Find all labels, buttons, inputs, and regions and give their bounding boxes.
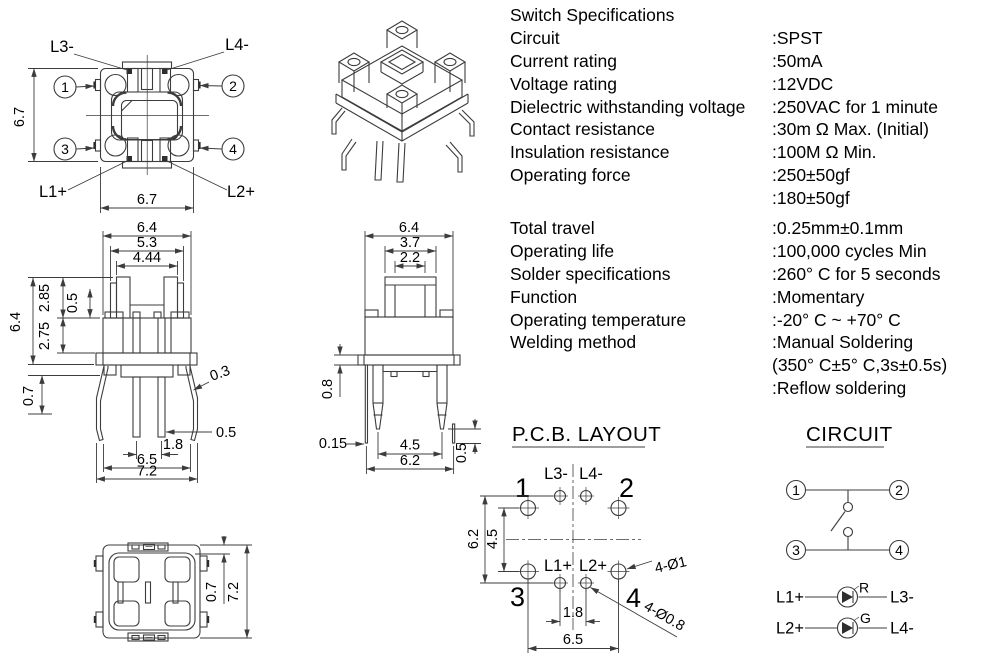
pcb-dimensions xyxy=(466,496,688,653)
front-dim-w-mid: 5.3 xyxy=(136,235,158,251)
front-dim-w-span: 7.2 xyxy=(136,463,158,480)
bottom-dim-h-total: 7.2 xyxy=(226,581,242,603)
circuit-pin-3: 3 xyxy=(792,542,800,558)
pcb-pin-3: 3 xyxy=(510,582,526,612)
isometric-view-drawing xyxy=(325,0,510,205)
pcb-led-l1: L1+ xyxy=(544,557,572,575)
led-label-l2: L2+ xyxy=(227,183,255,201)
top-view-pin-callouts xyxy=(54,75,244,160)
pcb-dim-led-span: 6.2 xyxy=(466,528,482,550)
front-dim-lead-width: 0.5 xyxy=(216,425,237,441)
pcb-pin-2: 2 xyxy=(619,473,635,503)
circuit-led2-color: G xyxy=(860,610,871,626)
circuit-pin-4: 4 xyxy=(895,542,903,558)
switch-top-outline xyxy=(86,55,209,175)
pcb-labels xyxy=(510,465,641,613)
pcb-note-led-holes: 4-Ø0.8 xyxy=(641,598,688,635)
led-label-l4: L4- xyxy=(225,36,249,54)
top-view-pin-1: 1 xyxy=(61,79,69,95)
circuit-led2-left: L2+ xyxy=(776,619,804,638)
side-dim-w-top: 6.4 xyxy=(398,220,420,236)
circuit-led-row-green xyxy=(776,610,914,638)
circuit-led1-left: L1+ xyxy=(776,588,804,607)
circuit-pin-1: 1 xyxy=(792,482,800,498)
pcb-dim-pin-cols: 6.5 xyxy=(562,632,584,648)
circuit-led1-right: L3- xyxy=(890,588,914,607)
front-dim-w-feet: 6.5 xyxy=(136,452,158,468)
front-dim-h-standoff: 0.7 xyxy=(21,385,37,407)
bottom-view-drawing xyxy=(60,520,280,664)
side-view-outline xyxy=(358,277,460,443)
pcb-layout-title: P.C.B. LAYOUT xyxy=(512,423,662,446)
front-dim-lead-thickness: 0.3 xyxy=(207,362,233,385)
top-view-dim-height: 6.7 xyxy=(12,106,28,128)
top-view-pin-4: 4 xyxy=(229,141,237,157)
front-view-dimensions xyxy=(8,220,236,483)
pcb-note-pin-holes: 4-Ø1 xyxy=(653,554,689,577)
bottom-dim-rim: 0.7 xyxy=(204,581,220,603)
side-dim-lead-t: 0.15 xyxy=(318,436,348,452)
circuit-led1-color: R xyxy=(859,579,870,596)
top-view-dim-width: 6.7 xyxy=(136,192,158,208)
bottom-view-dimensions xyxy=(195,536,252,638)
circuit-led2-right: L4- xyxy=(890,619,914,638)
front-dim-h-step: 0.5 xyxy=(65,292,81,314)
pcb-pin-1: 1 xyxy=(515,473,531,503)
front-dim-w-inner: 4.44 xyxy=(132,250,162,266)
circuit-title: CIRCUIT xyxy=(806,423,893,446)
pcb-dim-pin-rows: 4.5 xyxy=(485,528,501,550)
side-dim-pin-span: 4.5 xyxy=(399,437,421,454)
front-dim-lead-pitch: 1.8 xyxy=(162,437,184,453)
top-view-pin-2: 2 xyxy=(229,78,237,94)
circuit-led-row-red xyxy=(776,580,914,608)
side-dim-tip-offset: 0.5 xyxy=(454,442,470,464)
front-dim-h-body: 2.75 xyxy=(37,321,53,351)
specifications-block: Switch Specifications Circuit :SPST Current rating :50mA Voltage rating :12VDC Dielectric withstanding voltage :250VAC for 1 minute Contact resistance :30m Ω Max. (Initial) Insulation resistance :100M Ω Min. Operating force :250±50gf :180±50gf Total travel :0.25mm±0.1mm Operating life :100,000 cycles Min Solder specifications :260° C for 5 seconds Function :Momentary Operating temperature :-20° C ~ +70° C Welding method :Manual Soldering (350° C±5° C,3s±0.5s) :Reflow soldering xyxy=(510,4,998,400)
specs-title: Switch Specifications xyxy=(510,5,675,25)
front-dim-h-total: 6.4 xyxy=(8,311,24,333)
pcb-layout-drawing xyxy=(466,415,745,664)
front-view-drawing xyxy=(0,220,285,488)
circuit-switch xyxy=(787,481,909,560)
bottom-view-outline xyxy=(94,543,209,641)
pcb-led-l3: L3- xyxy=(544,465,568,483)
pcb-pin-4: 4 xyxy=(626,583,642,613)
front-dim-w-top: 6.4 xyxy=(136,220,158,236)
circuit-pin-2: 2 xyxy=(895,482,903,498)
top-view-drawing xyxy=(0,0,300,225)
led-label-l1: L1+ xyxy=(39,183,67,201)
pcb-led-l2: L2+ xyxy=(579,557,607,575)
pcb-led-l4: L4- xyxy=(579,465,603,483)
pcb-dim-led-pitch: 1.8 xyxy=(562,605,584,621)
led-label-l3: L3- xyxy=(50,38,74,56)
side-view-dimensions xyxy=(319,220,481,474)
front-view-outline xyxy=(96,277,198,441)
circuit-drawing xyxy=(750,415,1000,664)
side-dim-lead-span: 6.2 xyxy=(399,453,421,469)
side-dim-flange-t: 0.8 xyxy=(320,378,336,400)
top-view-pin-3: 3 xyxy=(61,141,69,157)
side-dim-w-stem: 2.2 xyxy=(399,250,421,266)
side-dim-w-cap: 3.7 xyxy=(399,235,421,251)
front-dim-h-post: 2.85 xyxy=(37,283,53,313)
